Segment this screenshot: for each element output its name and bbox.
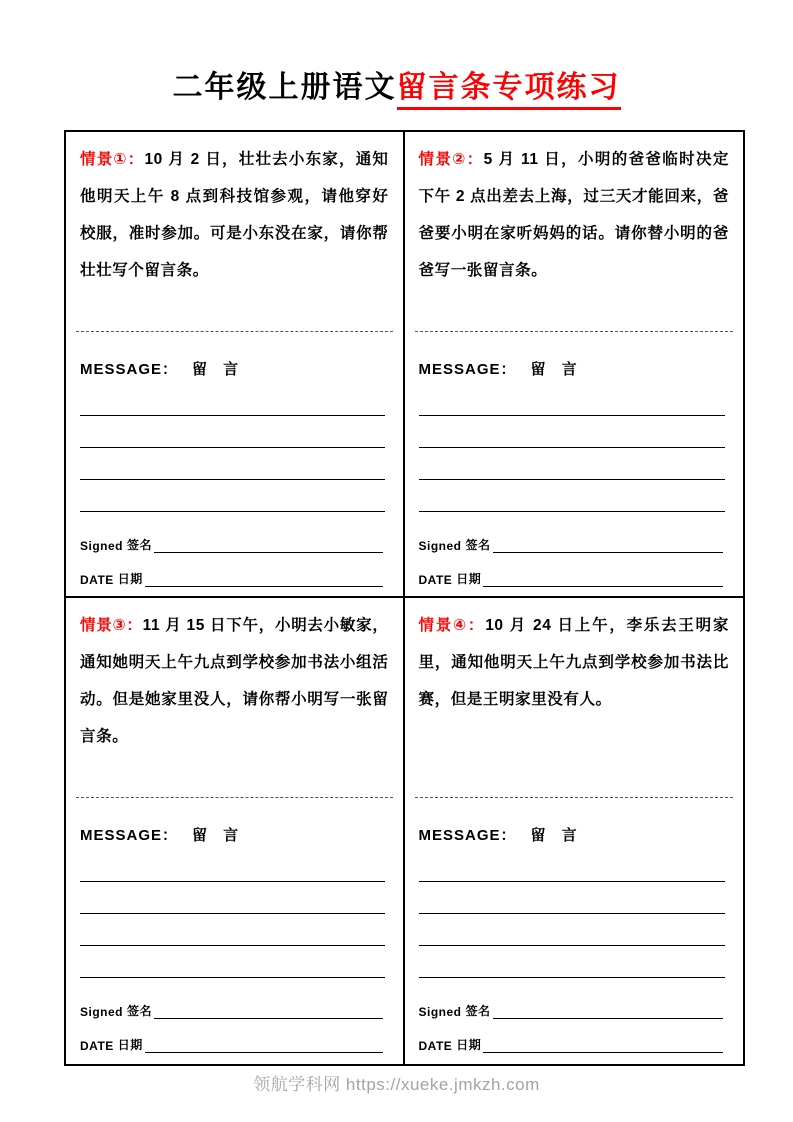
signed-label-en: Signed xyxy=(80,1005,124,1019)
scenario-label: 情景③： xyxy=(80,617,143,634)
scenario-text xyxy=(80,132,389,331)
scenario-cell-3 xyxy=(66,598,405,1064)
scenario-label: 情景④： xyxy=(418,617,486,634)
date-blank-line xyxy=(145,573,383,587)
signed-label-cn: 签名 xyxy=(465,538,491,552)
page-title xyxy=(0,0,793,106)
date-label-en: DATE xyxy=(418,573,453,587)
date-label-en: DATE xyxy=(418,1039,453,1053)
scenario-cell-1 xyxy=(66,132,405,598)
write-line xyxy=(419,850,726,882)
message-label-en: MESSAGE： xyxy=(80,827,179,844)
date-row xyxy=(419,570,730,587)
message-label-cn: 留 言 xyxy=(530,361,583,378)
date-label-cn: 日期 xyxy=(456,572,482,586)
date-label-cn: 日期 xyxy=(117,1038,143,1052)
date-row xyxy=(80,1036,389,1053)
write-line xyxy=(80,480,385,512)
scenario-text xyxy=(419,132,730,331)
write-line xyxy=(80,946,385,978)
scenario-label: 情景②： xyxy=(418,151,484,168)
scenario-text xyxy=(419,598,730,797)
scenario-cell-2 xyxy=(405,132,744,598)
write-line xyxy=(419,448,726,480)
signed-row xyxy=(419,536,730,553)
signed-row xyxy=(419,1002,730,1019)
write-line xyxy=(80,914,385,946)
scenario-cell-4 xyxy=(405,598,744,1064)
message-label-en: MESSAGE： xyxy=(418,361,517,378)
signed-row xyxy=(80,1002,389,1019)
write-line xyxy=(80,416,385,448)
message-label-cn: 留 言 xyxy=(530,827,583,844)
date-row xyxy=(419,1036,730,1053)
page-title-highlight: 留言条专项练习 xyxy=(397,71,621,110)
write-line xyxy=(80,448,385,480)
date-label-cn: 日期 xyxy=(117,572,143,586)
signed-blank-line xyxy=(154,539,382,553)
scenario-body: 10 月 2 日，壮壮去小东家，通知他明天上午 8 点到科技馆参观，请他穿好校服，准时参加。可是小东没在家，请你帮壮壮写个留言条。 xyxy=(80,151,389,279)
write-line xyxy=(80,882,385,914)
signed-label-cn: 签名 xyxy=(465,1004,491,1018)
write-line xyxy=(419,384,726,416)
write-line xyxy=(80,850,385,882)
scenario-label: 情景①： xyxy=(80,151,145,168)
date-row xyxy=(80,570,389,587)
signed-blank-line xyxy=(493,1005,723,1019)
message-label-en: MESSAGE： xyxy=(418,827,517,844)
signed-label-en: Signed xyxy=(80,539,124,553)
scenario-body: 10 月 24 日上午，李乐去王明家里，通知他明天上午九点到学校参加书法比赛，但是王明家里没有人。 xyxy=(418,617,730,708)
date-blank-line xyxy=(145,1039,383,1053)
message-label-cn: 留 言 xyxy=(192,361,245,378)
write-line xyxy=(419,882,726,914)
message-label-cn: 留 言 xyxy=(192,827,245,844)
date-blank-line xyxy=(483,1039,723,1053)
signed-label-cn: 签名 xyxy=(127,538,153,552)
signed-blank-line xyxy=(154,1005,382,1019)
message-header xyxy=(419,824,730,845)
message-label-en: MESSAGE： xyxy=(80,361,179,378)
dashed-divider xyxy=(415,331,734,332)
date-label-cn: 日期 xyxy=(456,1038,482,1052)
write-line xyxy=(419,946,726,978)
message-header xyxy=(80,358,389,379)
write-line xyxy=(419,914,726,946)
date-label-en: DATE xyxy=(80,1039,114,1053)
signed-label-cn: 签名 xyxy=(127,1004,153,1018)
dashed-divider xyxy=(76,331,393,332)
date-blank-line xyxy=(483,573,723,587)
signed-blank-line xyxy=(493,539,723,553)
scenario-body: 5 月 11 日，小明的爸爸临时决定下午 2 点出差去上海，过三天才能回来，爸爸要小明在家听妈妈的话。请你替小明的爸爸写一张留言条。 xyxy=(418,151,729,279)
signed-label-en: Signed xyxy=(418,539,462,553)
signed-row xyxy=(80,536,389,553)
watermark-text: 领航学科网 https://xueke.jmkzh.com xyxy=(253,1075,540,1094)
dashed-divider xyxy=(76,797,393,798)
write-line xyxy=(80,384,385,416)
date-label-en: DATE xyxy=(80,573,114,587)
signed-label-en: Signed xyxy=(418,1005,462,1019)
write-line xyxy=(419,480,726,512)
scenario-text xyxy=(80,598,389,797)
page-title-prefix: 二年级上册语文 xyxy=(172,71,397,104)
practice-grid xyxy=(64,130,745,1066)
message-header xyxy=(80,824,389,845)
message-header xyxy=(419,358,730,379)
write-line xyxy=(419,416,726,448)
dashed-divider xyxy=(415,797,734,798)
scenario-body: 11 月 15 日下午，小明去小敏家，通知她明天上午九点到学校参加书法小组活动。但是她家里没人，请你帮小明写一张留言条。 xyxy=(80,617,389,745)
